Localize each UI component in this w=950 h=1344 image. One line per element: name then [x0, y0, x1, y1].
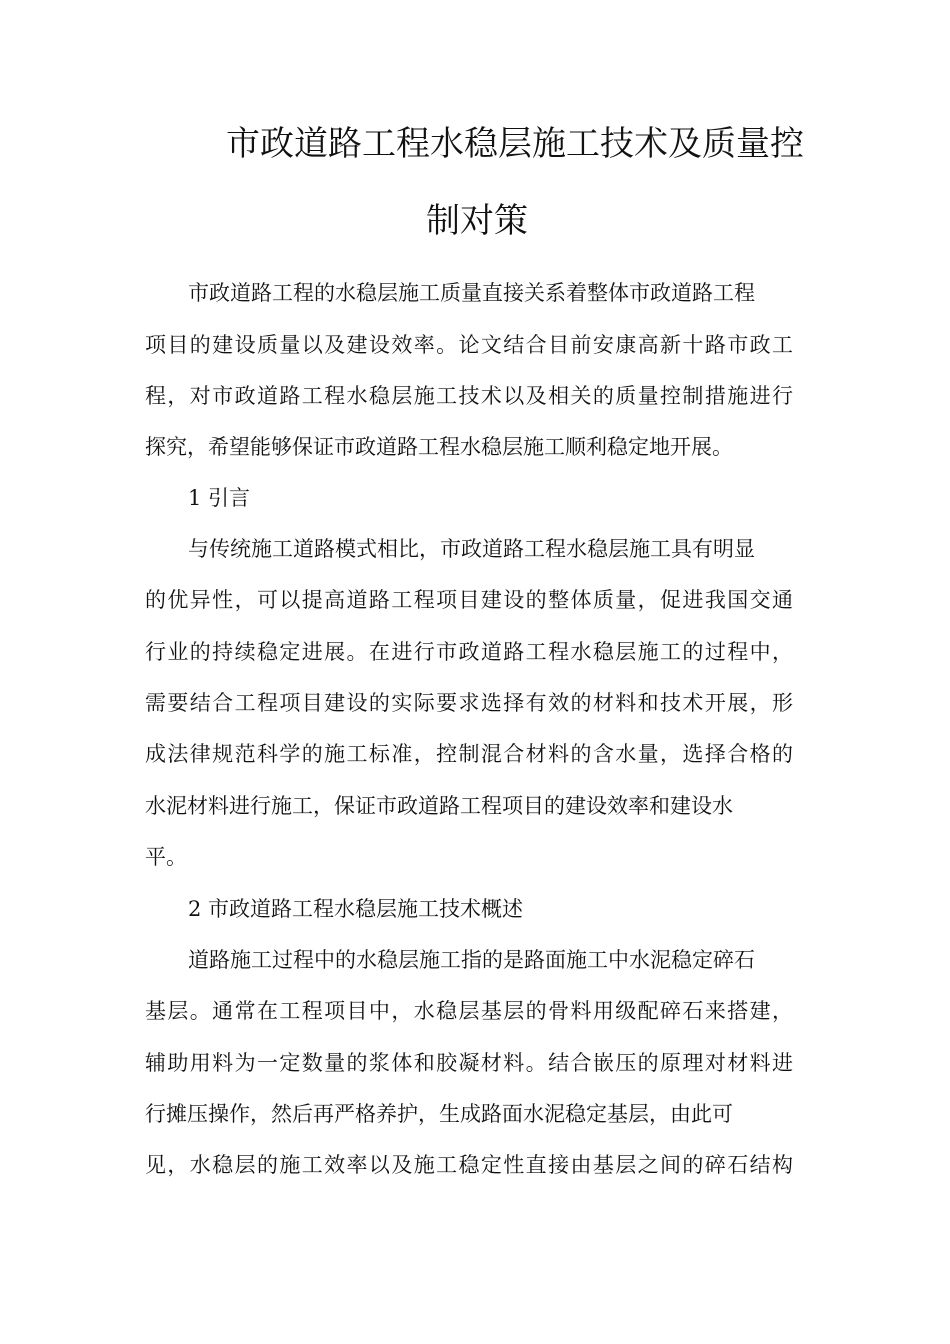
section-1-line-2: 的优异性，可以提高道路工程项目建设的整体质量，促进我国交通 — [145, 588, 793, 612]
section-2-line-2: 基层。通常在工程项目中，水稳层基层的骨料用级配碎石来搭建， — [145, 999, 793, 1023]
section-1-line-7: 平。 — [145, 845, 187, 869]
section-2-line-4: 行摊压操作，然后再严格养护，生成路面水泥稳定基层，由此可 — [145, 1102, 733, 1126]
section-2-line-5: 见，水稳层的施工效率以及施工稳定性直接由基层之间的碎石结构 — [145, 1153, 793, 1177]
section-2-heading: 2 市政道路工程水稳层施工技术概述 — [188, 897, 524, 921]
abstract-line-4: 探究，希望能够保证市政道路工程水稳层施工顺利稳定地开展。 — [145, 435, 733, 459]
section-1-line-6: 水泥材料进行施工，保证市政道路工程项目的建设效率和建设水 — [145, 794, 733, 818]
abstract-line-2: 项目的建设质量以及建设效率。论文结合目前安康高新十路市政工 — [145, 333, 793, 357]
abstract-line-3: 程，对市政道路工程水稳层施工技术以及相关的质量控制措施进行 — [145, 384, 793, 408]
section-2-line-1: 道路施工过程中的水稳层施工指的是路面施工中水泥稳定碎石 — [188, 948, 755, 972]
document-title-line-1: 市政道路工程水稳层施工技术及质量控 — [226, 124, 804, 164]
section-2-line-3: 辅助用料为一定数量的浆体和胶凝材料。结合嵌压的原理对材料进 — [145, 1051, 793, 1075]
section-1-line-3: 行业的持续稳定进展。在进行市政道路工程水稳层施工的过程中， — [145, 640, 793, 664]
section-1-line-1: 与传统施工道路模式相比，市政道路工程水稳层施工具有明显 — [188, 537, 755, 561]
section-1-line-4: 需要结合工程项目建设的实际要求选择有效的材料和技术开展，形 — [145, 691, 793, 715]
section-1-line-5: 成法律规范科学的施工标准，控制混合材料的含水量，选择合格的 — [145, 742, 793, 766]
abstract-line-1: 市政道路工程的水稳层施工质量直接关系着整体市政道路工程 — [188, 281, 755, 305]
document-title-line-2: 制对策 — [426, 201, 528, 241]
section-1-heading: 1 引言 — [188, 486, 251, 510]
